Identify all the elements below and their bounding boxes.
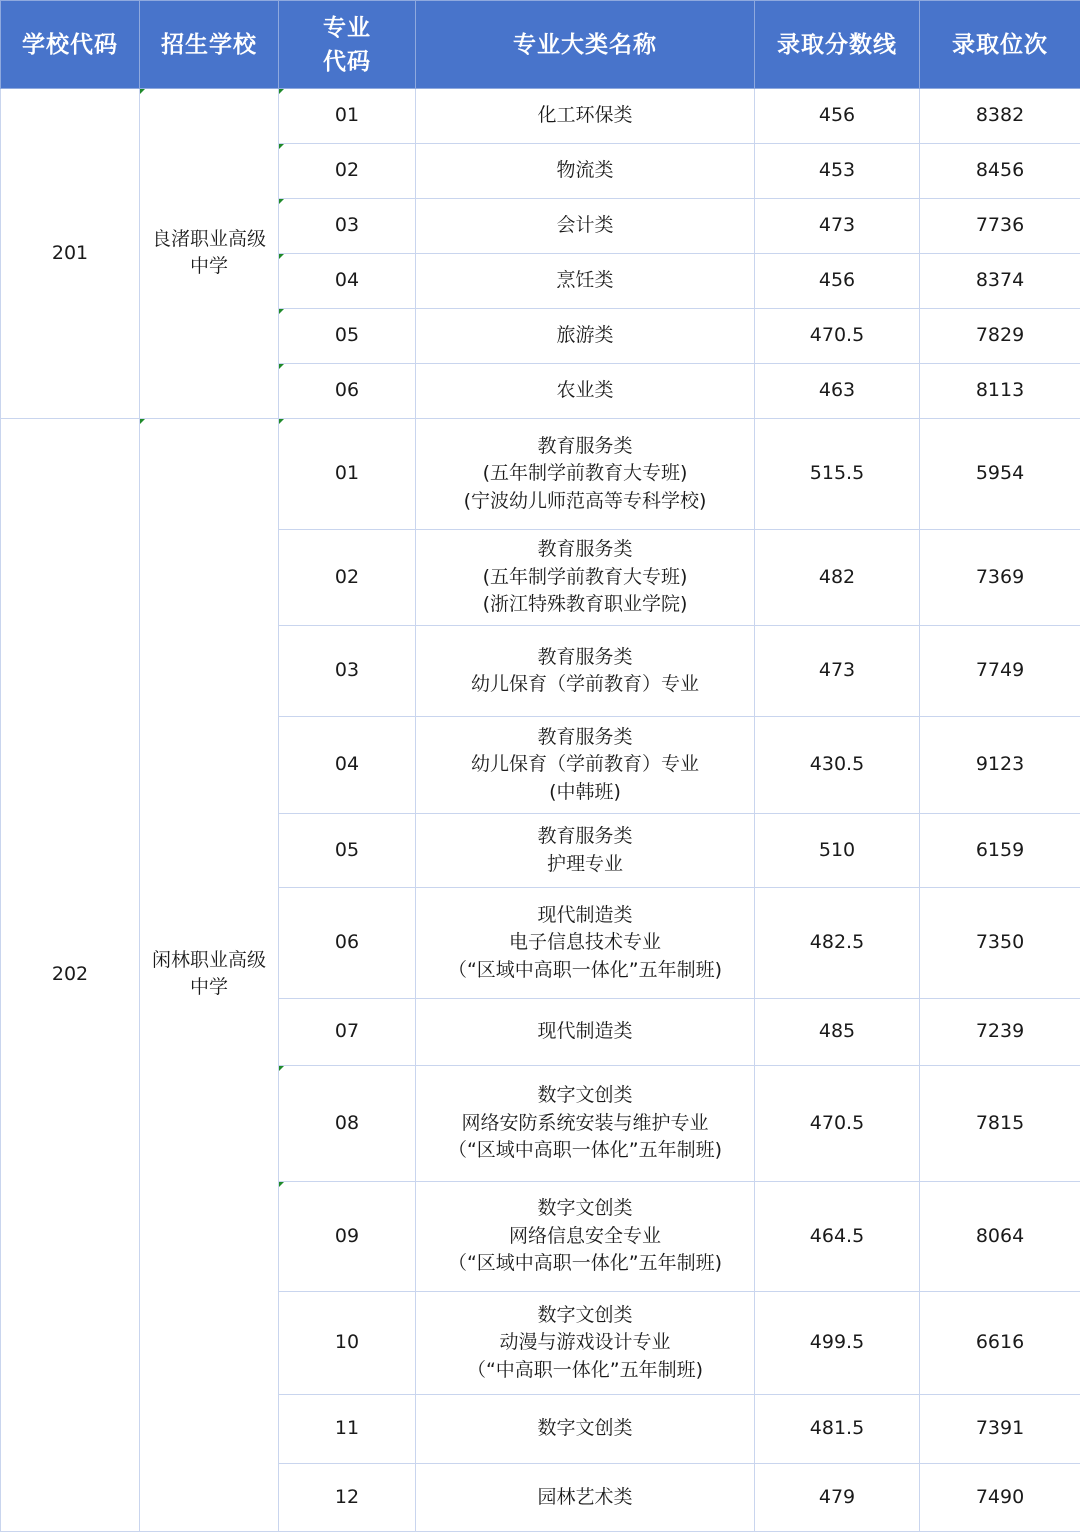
major-category-cell <box>416 814 755 888</box>
score-line-cell: 515.5 <box>755 419 920 530</box>
score-line-cell: 473 <box>755 626 920 717</box>
major-category-cell <box>416 254 755 309</box>
score-line-cell: 482.5 <box>755 888 920 999</box>
major-category-line: 动漫与游戏设计专业 <box>499 1331 671 1354</box>
major-category-line: 教育服务类 <box>537 645 633 668</box>
school-name-line1: 良渚职业高级 <box>151 227 266 250</box>
score-line-cell: 463 <box>755 364 920 419</box>
major-code-cell: 01 <box>279 89 416 144</box>
major-code-cell: 03 <box>279 626 416 717</box>
major-category-line: (宁波幼儿师范高等专科学校) <box>463 489 707 512</box>
major-category-cell <box>416 626 755 717</box>
score-line-cell: 456 <box>755 89 920 144</box>
score-line-cell: 470.5 <box>755 309 920 364</box>
major-category-cell <box>416 888 755 999</box>
major-category-line: 园林艺术类 <box>537 1485 633 1508</box>
score-line-cell: 464.5 <box>755 1182 920 1292</box>
major-category-cell <box>416 144 755 199</box>
major-code-cell: 04 <box>279 254 416 309</box>
major-category-line: 幼儿保育（学前教育）专业 <box>470 673 699 695</box>
header-row <box>1 1 1080 89</box>
rank-cell: 7490 <box>920 1464 1080 1532</box>
header-major-code-line2: 代码 <box>323 48 371 75</box>
table-row <box>1 89 1080 144</box>
major-category-line: 数字文创类 <box>537 1303 633 1326</box>
school-name-line1: 闲林职业高级 <box>151 949 266 971</box>
rank-cell: 8374 <box>920 254 1080 309</box>
major-category-cell <box>416 1182 755 1292</box>
school-name-line2: 中学 <box>189 254 228 277</box>
major-code-cell: 09 <box>279 1182 416 1292</box>
rank-cell: 7350 <box>920 888 1080 999</box>
major-category-line: 现代制造类 <box>537 903 633 926</box>
rank-cell: 6159 <box>920 814 1080 888</box>
school-name-line2: 中学 <box>189 976 228 998</box>
major-code-cell: 12 <box>279 1464 416 1532</box>
major-category-line: 烹饪类 <box>556 269 614 292</box>
score-line-cell: 473 <box>755 199 920 254</box>
major-category-cell <box>416 309 755 364</box>
major-category-line: 教育服务类 <box>537 825 633 847</box>
major-code-cell: 06 <box>279 364 416 419</box>
rank-cell: 8456 <box>920 144 1080 199</box>
major-category-cell <box>416 530 755 626</box>
header-major-category: 专业大类名称 <box>416 1 755 89</box>
major-code-cell: 05 <box>279 309 416 364</box>
score-line-cell: 481.5 <box>755 1395 920 1464</box>
rank-cell: 7815 <box>920 1066 1080 1182</box>
major-code-cell: 04 <box>279 717 416 814</box>
major-category-cell <box>416 199 755 254</box>
school-name-cell <box>140 419 279 1532</box>
major-category-cell <box>416 717 755 814</box>
rank-cell: 6616 <box>920 1292 1080 1395</box>
school-code-cell: 201 <box>1 89 140 419</box>
major-category-line: 教育服务类 <box>537 725 633 748</box>
rank-cell: 8382 <box>920 89 1080 144</box>
major-category-line: （“区域中高职一体化”五年制班) <box>447 1252 723 1275</box>
major-category-cell <box>416 1066 755 1182</box>
major-category-line: （“中高职一体化”五年制班) <box>466 1358 704 1381</box>
major-code-cell: 07 <box>279 999 416 1066</box>
major-category-line: 电子信息技术专业 <box>508 931 661 954</box>
rank-cell: 7369 <box>920 530 1080 626</box>
table-header <box>1 1 1080 89</box>
rank-cell: 7239 <box>920 999 1080 1066</box>
major-category-line: (五年制学前教育大专班) <box>482 462 688 485</box>
major-code-cell: 02 <box>279 530 416 626</box>
major-category-line: (五年制学前教育大专班) <box>482 565 688 588</box>
rank-cell: 5954 <box>920 419 1080 530</box>
rank-cell: 7391 <box>920 1395 1080 1464</box>
major-category-line: (中韩班) <box>549 780 621 803</box>
table-body <box>1 89 1080 1532</box>
school-code-cell: 202 <box>1 419 140 1532</box>
major-code-cell: 08 <box>279 1066 416 1182</box>
rank-cell: 7749 <box>920 626 1080 717</box>
score-line-cell: 456 <box>755 254 920 309</box>
major-category-line: 网络安防系统安装与维护专业 <box>461 1111 709 1134</box>
major-category-line: 护理专业 <box>546 852 623 875</box>
major-category-line: （“区域中高职一体化”五年制班) <box>447 1139 723 1162</box>
major-code-cell: 10 <box>279 1292 416 1395</box>
score-line-cell: 499.5 <box>755 1292 920 1395</box>
major-code-cell: 05 <box>279 814 416 888</box>
major-category-line: 会计类 <box>556 214 614 237</box>
score-line-cell: 485 <box>755 999 920 1066</box>
major-category-cell <box>416 1464 755 1532</box>
major-category-line: 教育服务类 <box>537 538 633 561</box>
header-rank: 录取位次 <box>920 1 1080 89</box>
table-row <box>1 419 1080 530</box>
major-category-line: 物流类 <box>556 159 614 182</box>
major-code-cell: 03 <box>279 199 416 254</box>
score-line-cell: 470.5 <box>755 1066 920 1182</box>
header-major-code <box>279 1 416 89</box>
header-school-code: 学校代码 <box>1 1 140 89</box>
major-category-line: 旅游类 <box>556 324 614 347</box>
major-category-cell <box>416 89 755 144</box>
major-category-line: 教育服务类 <box>537 434 633 457</box>
major-category-cell <box>416 999 755 1066</box>
major-category-cell <box>416 419 755 530</box>
major-category-line: 数字文创类 <box>537 1197 633 1220</box>
major-category-line: 数字文创类 <box>537 1417 633 1440</box>
major-category-cell <box>416 364 755 419</box>
major-category-cell <box>416 1395 755 1464</box>
major-code-cell: 11 <box>279 1395 416 1464</box>
header-school-name: 招生学校 <box>140 1 279 89</box>
major-category-line: (浙江特殊教育职业学院) <box>482 593 688 616</box>
rank-cell: 7736 <box>920 199 1080 254</box>
header-score-line: 录取分数线 <box>755 1 920 89</box>
major-category-line: 化工环保类 <box>537 104 633 127</box>
score-line-cell: 510 <box>755 814 920 888</box>
rank-cell: 9123 <box>920 717 1080 814</box>
score-line-cell: 453 <box>755 144 920 199</box>
major-category-line: 网络信息安全专业 <box>508 1224 661 1247</box>
score-line-cell: 479 <box>755 1464 920 1532</box>
major-category-cell <box>416 1292 755 1395</box>
rank-cell: 8113 <box>920 364 1080 419</box>
major-code-cell: 01 <box>279 419 416 530</box>
major-category-line: 现代制造类 <box>537 1020 633 1043</box>
rank-cell: 7829 <box>920 309 1080 364</box>
score-line-cell: 482 <box>755 530 920 626</box>
rank-cell: 8064 <box>920 1182 1080 1292</box>
major-code-cell: 06 <box>279 888 416 999</box>
major-category-line: 数字文创类 <box>537 1084 633 1107</box>
school-name-cell <box>140 89 279 419</box>
score-line-cell: 430.5 <box>755 717 920 814</box>
major-category-line: 幼儿保育（学前教育）专业 <box>470 753 699 776</box>
header-major-code-line1: 专业 <box>323 14 371 41</box>
major-category-line: 农业类 <box>556 379 614 402</box>
major-code-cell: 02 <box>279 144 416 199</box>
major-category-line: （“区域中高职一体化”五年制班) <box>447 958 723 981</box>
